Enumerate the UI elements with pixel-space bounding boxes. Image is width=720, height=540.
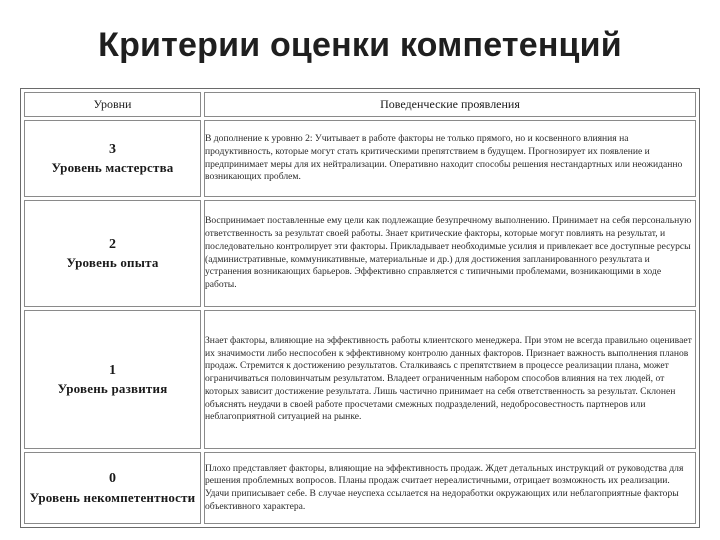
- level-number: 2: [109, 236, 116, 252]
- table-row: [24, 452, 696, 524]
- level-cell: [24, 310, 201, 449]
- level-name: Уровень опыта: [66, 255, 159, 271]
- behavior-description: Воспринимает поставленные ему цели как подлежащие безупречному выполнению. Принимает на себя персональную ответственность за результат своей работы. Знает критические факторы, которые могут повлиять на результат, и последовательно контролирует эти факторы. Прикладывает необходимые усилия и привлекает все доступные ресурсы (административные, коммуникативные, материальные и др.) для достижения запланированного результата и устранения возникающих барьеров. Эффективно справляется с типичными проблемами, возникающими в ходе работы.: [204, 200, 696, 307]
- level-number: 0: [109, 471, 116, 487]
- header-behavior: Поведенческие проявления: [204, 92, 696, 117]
- level-name: Уровень некомпетентности: [29, 489, 196, 505]
- level-name: Уровень мастерства: [51, 160, 174, 176]
- level-number: 3: [109, 141, 116, 157]
- competency-criteria-table: [20, 88, 700, 528]
- table-row: [24, 310, 696, 449]
- table-header-row: [24, 92, 696, 117]
- slide-title: Критерии оценки компетенций: [98, 26, 622, 64]
- level-cell: [24, 452, 201, 524]
- behavior-description: В дополнение к уровню 2: Учитывает в работе факторы не только прямого, но и косвенного влияния на продуктивность, которые могут стать критическими препятствием в будущем. Прогнозирует их появление и предпринимает меры для их нейтрализации. Оперативно находит способы решения нестандартных или неожиданно возникающих проблем.: [204, 120, 696, 197]
- behavior-description: Знает факторы, влияющие на эффективность работы клиентского менеджера. При этом не всегда правильно оценивает их значимости либо неспособен к эффективному контролю данных факторов. Признает важность выполнения планов продаж. Стремится к достижению результатов. Сталкиваясь с препятствием в процессе реализации плана, может ограничиваться половинчатым результатом. Владеет ограниченным набором способов влияния на тех людей, от которых зависит достижение результата. Лишь частично принимает на себя ответственность за результат. Склонен объяснять неудачи в своей работе просчетами смежных подразделений, недобросовестность партнеров или неблагоприятной ситуацией на рынке.: [204, 310, 696, 449]
- level-name: Уровень развития: [57, 381, 168, 397]
- table-row: [24, 120, 696, 197]
- level-cell: [24, 120, 201, 197]
- level-number: 1: [109, 362, 116, 378]
- header-levels: Уровни: [24, 92, 201, 117]
- table-row: [24, 200, 696, 307]
- behavior-description: Плохо представляет факторы, влияющие на эффективность продаж. Ждет детальных инструкций от руководства для решения проблемных вопросов. Планы продаж считает нереалистичными, отрицает возможность их реализации. Удачи приписывает себе. В случае неуспеха ссылается на недоработки окружающих или неблагоприятные факторы объективного характера.: [204, 452, 696, 524]
- level-cell: [24, 200, 201, 307]
